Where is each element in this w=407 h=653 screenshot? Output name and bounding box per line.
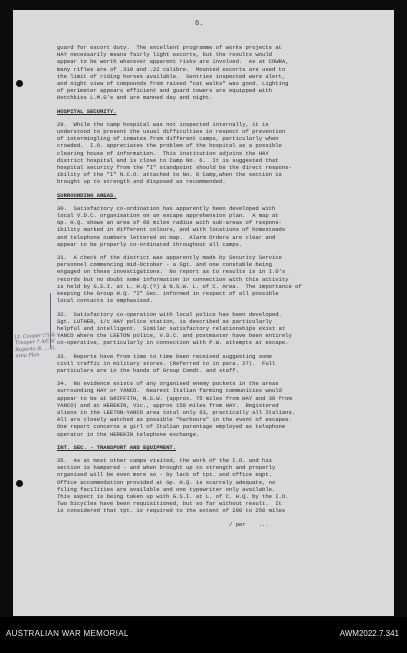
text-line: appear to be worth whatever apparent risks are involved. As at COWRA,: [57, 58, 289, 66]
text-line: HAY necessarily means fairly light escorts, but the results would: [57, 51, 272, 59]
text-line: Two bicycles have been requisitioned, but so far without result. It: [57, 500, 282, 508]
punch-hole: [16, 480, 23, 487]
text-line: section is hampered - and when brought up to strength and properly: [57, 464, 276, 472]
text-line: crowded. I.O. appreciates the problem of the hospital as a possible: [57, 142, 282, 150]
text-line: One report concerns a girl of Italian parentage employed as telephone: [57, 423, 286, 431]
text-line: 34. No evidence exists of any organised enemy pockets in the areas: [57, 380, 279, 388]
text-line: 32. Satisfactory co-operation with local police has been developed.: [57, 310, 282, 318]
text-line: appear to be at GRIFFITH, N.S.W. (approx. 75 miles from HAY and 30 from: [57, 394, 292, 402]
text-line: and telephone numbers lettered on map. Alarm Orders are clear and: [57, 233, 276, 241]
text-line: is held by G.S.I. at L. H.Q.(?) & N.S.W. L. of C. Area. The importance of: [57, 282, 302, 290]
text-line: filing facilities are available and one typewriter only available.: [57, 485, 276, 493]
text-line: hospital security from the "I" standpoint should be the direct respons-: [57, 164, 292, 172]
text-line: All are closely watched as possible "harbours" in the event of escapes.: [57, 416, 292, 424]
text-line: Gp. H.Q. shows an area of 60 miles radius with sub-areas of respons-: [57, 219, 282, 227]
text-line: of intermingling of inmates from different camps, particularly when: [57, 135, 279, 143]
text-line: civil traffic in military stores. (Referred to in para. 27). Full: [57, 359, 276, 367]
text-line: district hospital and is close to Camp No. 6. It is suggested that: [57, 156, 279, 164]
text-line: 33. Reports have from time to time been received suggesting some: [57, 352, 272, 360]
text-line: local V.D.C. organisation on an escape apprehension plan. A map at: [57, 212, 279, 220]
archive-reference-number: AWM2022.7.341: [339, 629, 399, 638]
text-line: Sgt. LUTHER, i/c HAY police station, is described as particularly: [57, 317, 272, 325]
text-line: organised will be even more so - by lack of tpt. and office eqpt.: [57, 471, 272, 479]
text-line: ibility marked in different colours, and with locations of homesteads: [57, 226, 286, 234]
text-line: guard for escort duty. The excellent programme of works projects at: [57, 44, 282, 51]
paragraph: [57, 457, 390, 515]
page-number: 6.: [195, 20, 204, 28]
section-heading: HOSPITAL SECURITY.: [57, 107, 117, 115]
text-line: 29. While the camp hospital was not inspected internally, it is: [57, 120, 269, 128]
text-line: 30. Satisfactory co-ordination has apparently been developed with: [57, 204, 276, 212]
document-page: [13, 10, 394, 616]
text-line: and night view of compounds from raised "cat walks" was good. Lighting: [57, 80, 289, 88]
text-line: co-operative, particularly in connection with P.W. attempts at escape.: [57, 339, 289, 347]
paragraph: [57, 121, 390, 186]
section-heading: INT. SEC. - TRANSPORT AND EQUIPMENT.: [57, 443, 177, 451]
text-line: local contacts is emphasised.: [57, 297, 153, 305]
text-line: personnel commencing mid-October - a Sgt. and one constable being: [57, 261, 272, 269]
archive-name: AUSTRALIAN WAR MEMORIAL: [6, 629, 129, 638]
text-line: This aspect is being taken up with G.S.I. at L. of C. H.Q. by the I.O.: [57, 492, 289, 500]
text-line: ibility of the "I" N.C.O. attached to No. 6 Camp,when the section is: [57, 171, 282, 179]
text-line: operator in the HEREKIN telephone exchange.: [57, 430, 200, 438]
paragraph: [57, 44, 390, 102]
text-line: surrounding HAY or YANCO. Nearest Italian farming communities would: [57, 387, 282, 395]
text-line: brought up to strength and disposed as recommended.: [57, 178, 226, 186]
text-line: many rifles are of .310 and .22 calibre. Mounted escorts are used to: [57, 65, 286, 73]
text-line: / per ...: [57, 520, 269, 528]
text-line: particulars are in the hands of Group Comdt. and staff.: [57, 366, 239, 374]
text-line: Hotchkiss L.M.G's and are manned day and night.: [57, 94, 213, 102]
document-body: [57, 44, 390, 528]
text-line: appear to be properly co-ordinated throughout all camps.: [57, 240, 243, 248]
punch-hole: [16, 80, 23, 87]
text-line: is considered that tpt. is required to the extent of 200 to 250 miles: [57, 507, 286, 515]
text-line: 31. A check of the district was apparently made by Security Service: [57, 254, 282, 262]
text-line: understood to present the usual difficulties in respect of prevention: [57, 128, 286, 136]
text-line: keeping the Group H.Q. "I" Sec. informed in respect of all possible: [57, 290, 279, 298]
paragraph: [57, 380, 390, 438]
paragraph: [57, 205, 390, 248]
text-line: 35. As at most other camps visited, the work of the I.O. and his: [57, 456, 272, 464]
text-line: YANCO where the LEETON police, V.D.C. and postmaster have been entirely: [57, 332, 292, 340]
text-line: aliens in the LEETON-YANCO area total only 63, practically all Italians.: [57, 408, 296, 416]
paragraph: [57, 311, 390, 347]
text-line: YANCO) and at HEREKIN, Vic., approx 150 miles from HAY. Registered: [57, 401, 279, 409]
paragraph: [57, 353, 390, 375]
text-line: helpful and intelligent. Similar satisfactory relationships exist at: [57, 324, 286, 332]
paragraph: [57, 254, 390, 304]
section-heading: SURROUNDING AREAS.: [57, 191, 117, 199]
text-line: engaged on these investigations. No report as to results is in I.O's: [57, 268, 286, 276]
paragraph: [57, 521, 390, 528]
text-line: records but no doubt some information in connection with this activity: [57, 275, 289, 283]
text-line: clearing house of information. This institution adjoins the HAY: [57, 149, 269, 157]
text-line: of perimeter appears efficient and guard towers are equipped with: [57, 87, 272, 95]
text-line: Office accommodation provided at Gp. H.Q. is scarcely adequate, no: [57, 478, 276, 486]
text-line: the limit of riding horses available. Sentries inspected were alert,: [57, 72, 286, 80]
handwritten-margin-note: Lt. Cooper (?) & Trooper ? A/Cpl Ruperto B. ... G. area Plan: [14, 332, 57, 360]
